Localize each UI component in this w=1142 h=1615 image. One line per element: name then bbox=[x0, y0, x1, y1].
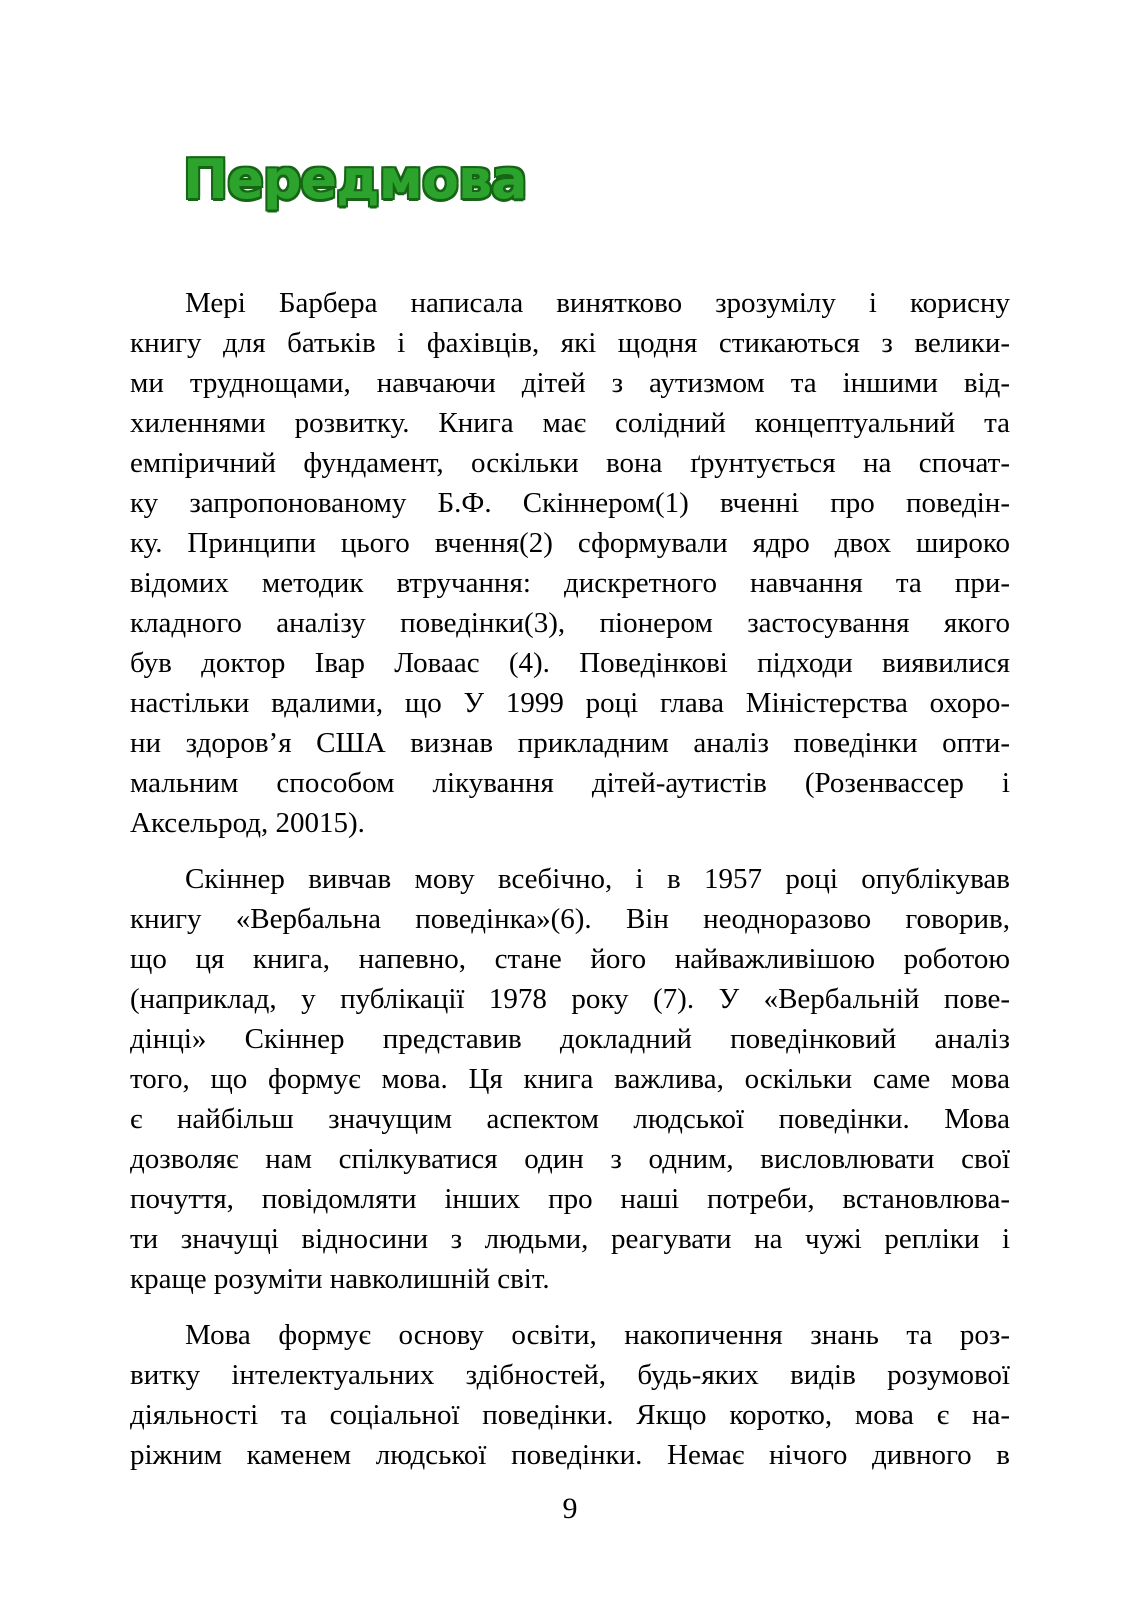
text-line: ку. Принципи цього вчення(2) сформували ядро двох широко bbox=[130, 527, 1010, 559]
text-line: Мері Барбера написала винятково зрозумілу і корисну bbox=[185, 287, 1010, 319]
paragraph bbox=[130, 1315, 1010, 1475]
text-line: витку інтелектуальних здібностей, будь-яких видів розумової bbox=[130, 1359, 1010, 1391]
text-line: є найбільш значущим аспектом людської поведінки. Мова bbox=[130, 1103, 1010, 1135]
text-line: дінці» Скіннер представив докладний поведінковий аналіз bbox=[130, 1023, 1010, 1055]
text-line: хиленнями розвитку. Книга має солідний концептуальний та bbox=[130, 407, 1010, 439]
text-line: мальним способом лікування дітей-аутистів (Розенвассер і bbox=[130, 767, 1010, 799]
text-line: відомих методик втручання: дискретного навчання та при- bbox=[130, 567, 1010, 599]
text-line: кладного аналізу поведінки(3), піонером застосування якого bbox=[130, 607, 1010, 639]
text-line: того, що формує мова. Ця книга важлива, оскільки саме мова bbox=[130, 1063, 1010, 1095]
text-line: ку запропонованому Б.Ф. Скіннером(1) вченні про поведін- bbox=[130, 487, 1010, 519]
paragraphs bbox=[130, 283, 1010, 1491]
text-line: дозволяє нам спілкуватися один з одним, висловлювати свої bbox=[130, 1143, 1010, 1175]
text-line: (наприклад, у публікації 1978 року (7). У «Вербальній пове- bbox=[130, 983, 1010, 1015]
text-line: ни здоров’я США визнав прикладним аналіз поведінки опти- bbox=[130, 727, 1010, 759]
text-line: ріжним каменем людської поведінки. Немає нічого дивного в bbox=[130, 1439, 1010, 1471]
text-line: настільки вдалими, що У 1999 році глава Міністерства охоро- bbox=[130, 687, 1010, 719]
text-line: діяльності та соціальної поведінки. Якщо коротко, мова є на- bbox=[130, 1399, 1010, 1431]
text-line: ми труднощами, навчаючи дітей з аутизмом та іншими від- bbox=[130, 367, 1010, 399]
text-line: Аксельрод, 20015). bbox=[130, 807, 365, 839]
text-line: книгу для батьків і фахівців, які щодня стикаються з велики- bbox=[130, 327, 1010, 359]
page-title: Передмова bbox=[183, 148, 527, 211]
text-line: Скіннер вивчав мову всебічно, і в 1957 році опублікував bbox=[185, 863, 1010, 895]
paragraph bbox=[130, 859, 1010, 1299]
text-line: Мова формує основу освіти, накопичення знань та роз- bbox=[185, 1319, 1010, 1351]
text-line: що ця книга, напевно, стане його найважливішою роботою bbox=[130, 943, 1010, 975]
text-line: ти значущі відносини з людьми, реагувати на чужі репліки і bbox=[130, 1223, 1010, 1255]
text-line: емпіричний фундамент, оскільки вона ґрунтується на спочат- bbox=[130, 447, 1010, 479]
paragraph bbox=[130, 283, 1010, 843]
text-line: краще розуміти навколишній світ. bbox=[130, 1263, 550, 1295]
text-line: почуття, повідомляти інших про наші потреби, встановлюва- bbox=[130, 1183, 1010, 1215]
text-line: книгу «Вербальна поведінка»(6). Він неодноразово говорив, bbox=[130, 903, 1010, 935]
text-line: був доктор Івар Ловаас (4). Поведінкові підходи виявилися bbox=[130, 647, 1010, 679]
page-number: 9 bbox=[562, 1492, 578, 1525]
